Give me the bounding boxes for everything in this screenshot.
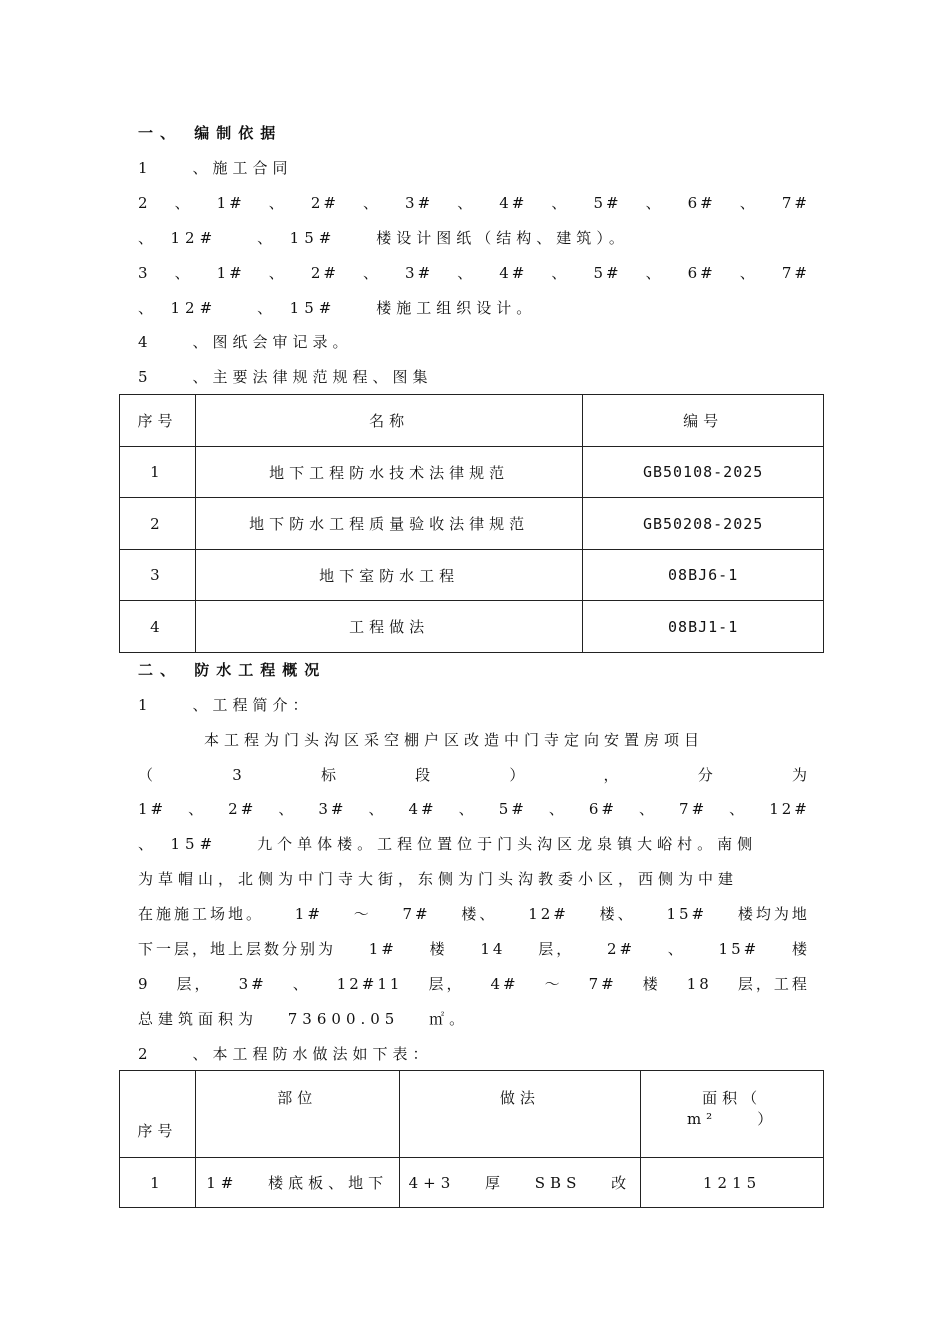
text-token: 1#	[294, 905, 323, 923]
text-token: 2#	[310, 194, 339, 212]
text-token: 、	[268, 264, 287, 282]
basis-item-3	[138, 263, 810, 283]
overview-para-line-8	[138, 974, 810, 994]
text-token: 1#	[216, 194, 245, 212]
section1-title: 一、 编制依据	[138, 124, 283, 142]
header-part: 部位	[195, 1071, 399, 1158]
overview-para-line-3	[138, 799, 810, 819]
header-index: 序号	[120, 395, 196, 447]
text-token: 7#	[402, 905, 431, 923]
row-method: 4+3 厚 SBS 改	[399, 1158, 641, 1208]
header-method: 做法	[399, 1071, 641, 1158]
text-token: 2#	[606, 940, 636, 958]
text-token: 分	[697, 766, 716, 784]
row-name: 地下室防水工程	[195, 550, 582, 601]
text-token: 12#	[769, 800, 810, 818]
text-token: 7#	[588, 975, 617, 993]
text-token: 、	[292, 975, 311, 993]
text-token: 、	[458, 800, 477, 818]
overview-para-line-5: 为草帽山，北侧为中门寺大街，东侧为门头沟教委小区，西侧为中建	[138, 870, 739, 888]
overview-para-line-9: 总建筑面积为 73600.05 ㎡。	[138, 1010, 470, 1028]
text-token: 、	[174, 264, 193, 282]
text-token: 1#	[216, 264, 245, 282]
text-token: 、	[645, 264, 664, 282]
header-code: 编号	[583, 395, 824, 447]
text-token: 9	[138, 975, 151, 993]
text-token: 4#	[499, 264, 528, 282]
text-token: ～	[353, 905, 372, 923]
text-token: 、	[739, 194, 758, 212]
text-token: 、	[268, 194, 287, 212]
text-token: 6#	[687, 264, 716, 282]
overview-para-line-7	[138, 939, 810, 959]
table-row	[120, 601, 824, 653]
text-token: 1#	[138, 800, 167, 818]
basis-item-1: 1 、施工合同	[138, 159, 293, 177]
text-token: 、	[278, 800, 297, 818]
row-index: 4	[120, 601, 196, 653]
text-token: ～	[544, 975, 563, 993]
basis-item-2-cont: 、 12# 、 15# 楼设计图纸（结构、建筑）。	[138, 229, 629, 247]
text-token: 、	[457, 264, 476, 282]
row-index: 1	[120, 447, 196, 498]
row-index: 3	[120, 550, 196, 601]
text-token: 6#	[588, 800, 617, 818]
table-row	[120, 498, 824, 550]
text-token: 楼均为地	[737, 905, 810, 923]
text-token: 2	[138, 194, 151, 212]
row-area: 1215	[641, 1158, 824, 1208]
text-token: 18	[686, 975, 712, 993]
overview-para-line-2	[138, 765, 810, 785]
table-row	[120, 550, 824, 601]
text-token: 4#	[408, 800, 437, 818]
waterproof-table	[119, 1070, 824, 1208]
row-code: GB50208-2025	[583, 498, 824, 550]
overview-para-line-6	[138, 904, 810, 924]
text-token: 、	[551, 194, 570, 212]
text-token: 2#	[310, 264, 339, 282]
text-token: 3	[232, 766, 245, 784]
text-token: 3#	[238, 975, 267, 993]
text-token: 3#	[405, 264, 434, 282]
overview-para-line-1: 本工程为门头沟区采空棚户区改造中门寺定向安置房项目	[204, 731, 705, 749]
basis-item-4: 4 、图纸会审记录。	[138, 333, 353, 351]
header-name: 名称	[195, 395, 582, 447]
text-token: 楼、	[461, 905, 498, 923]
row-code: 08BJ1-1	[583, 601, 824, 653]
basis-item-3-cont: 、 12# 、 15# 楼施工组织设计。	[138, 299, 537, 317]
row-name: 地下工程防水技术法律规范	[195, 447, 582, 498]
text-token: 、	[729, 800, 748, 818]
text-token: ）	[509, 766, 528, 784]
text-token: 3	[138, 264, 151, 282]
text-token: ，	[603, 766, 622, 784]
text-token: 在施施工场地。	[138, 905, 265, 923]
text-token: 5#	[498, 800, 527, 818]
text-token: 段	[415, 766, 434, 784]
text-token: 4#	[499, 194, 528, 212]
standards-table	[119, 394, 824, 653]
header-area: 面积（ m² ）	[641, 1071, 824, 1158]
overview-para-line-4: 、 15# 九个单体楼。工程位置位于门头沟区龙泉镇大峪村。南侧	[138, 835, 758, 853]
row-name: 工程做法	[195, 601, 582, 653]
text-token: 楼	[791, 940, 810, 958]
row-part: 1# 楼底板、地下	[195, 1158, 399, 1208]
section2-title: 二、 防水工程概况	[138, 661, 327, 679]
text-token: 、	[362, 264, 381, 282]
text-token: 楼、	[599, 905, 636, 923]
text-token: 、	[188, 800, 207, 818]
overview-item-1: 1 、工程简介：	[138, 696, 313, 714]
text-token: 楼	[429, 940, 448, 958]
text-token: 、	[739, 264, 758, 282]
text-token: （	[138, 766, 157, 784]
text-token: 12#	[528, 905, 569, 923]
text-token: 层，	[428, 975, 465, 993]
table-header-row	[120, 1071, 824, 1158]
text-token: 为	[791, 766, 810, 784]
text-token: 3#	[405, 194, 434, 212]
text-token: 、	[174, 194, 193, 212]
text-token: 7#	[781, 194, 810, 212]
row-index: 2	[120, 498, 196, 550]
header-index: 序号	[120, 1071, 196, 1158]
text-token: 、	[667, 940, 686, 958]
text-token: 5#	[593, 264, 622, 282]
text-token: 层，	[538, 940, 575, 958]
text-token: 14	[480, 940, 506, 958]
text-token: 层，工程	[737, 975, 810, 993]
text-token: 下一层，地上层数分别为	[138, 940, 337, 958]
text-token: 1#	[368, 940, 397, 958]
table-row	[120, 447, 824, 498]
overview-item-2: 2 、本工程防水做法如下表：	[138, 1045, 433, 1063]
text-token: 、	[368, 800, 387, 818]
text-token: 楼	[642, 975, 661, 993]
text-token: 5#	[593, 194, 622, 212]
row-name: 地下防水工程质量验收法律规范	[195, 498, 582, 550]
basis-item-5: 5 、主要法律规范规程、图集	[138, 368, 433, 386]
text-token: 、	[645, 194, 664, 212]
text-token: 3#	[318, 800, 347, 818]
basis-item-2	[138, 193, 810, 213]
text-token: 、	[457, 194, 476, 212]
text-token: 15#	[666, 905, 708, 923]
row-index: 1	[120, 1158, 196, 1208]
text-token: 15#	[718, 940, 760, 958]
text-token: 12#11	[336, 975, 403, 993]
text-token: 层，	[176, 975, 213, 993]
text-token: 、	[548, 800, 567, 818]
table-row	[120, 1158, 824, 1208]
text-token: 、	[551, 264, 570, 282]
row-code: GB50108-2025	[583, 447, 824, 498]
text-token: 、	[639, 800, 658, 818]
text-token: 4#	[490, 975, 519, 993]
text-token: 6#	[687, 194, 716, 212]
text-token: 2#	[228, 800, 257, 818]
text-token: 7#	[781, 264, 810, 282]
text-token: 7#	[679, 800, 708, 818]
text-token: 、	[362, 194, 381, 212]
row-code: 08BJ6-1	[583, 550, 824, 601]
table-header-row	[120, 395, 824, 447]
text-token: 标	[320, 766, 339, 784]
